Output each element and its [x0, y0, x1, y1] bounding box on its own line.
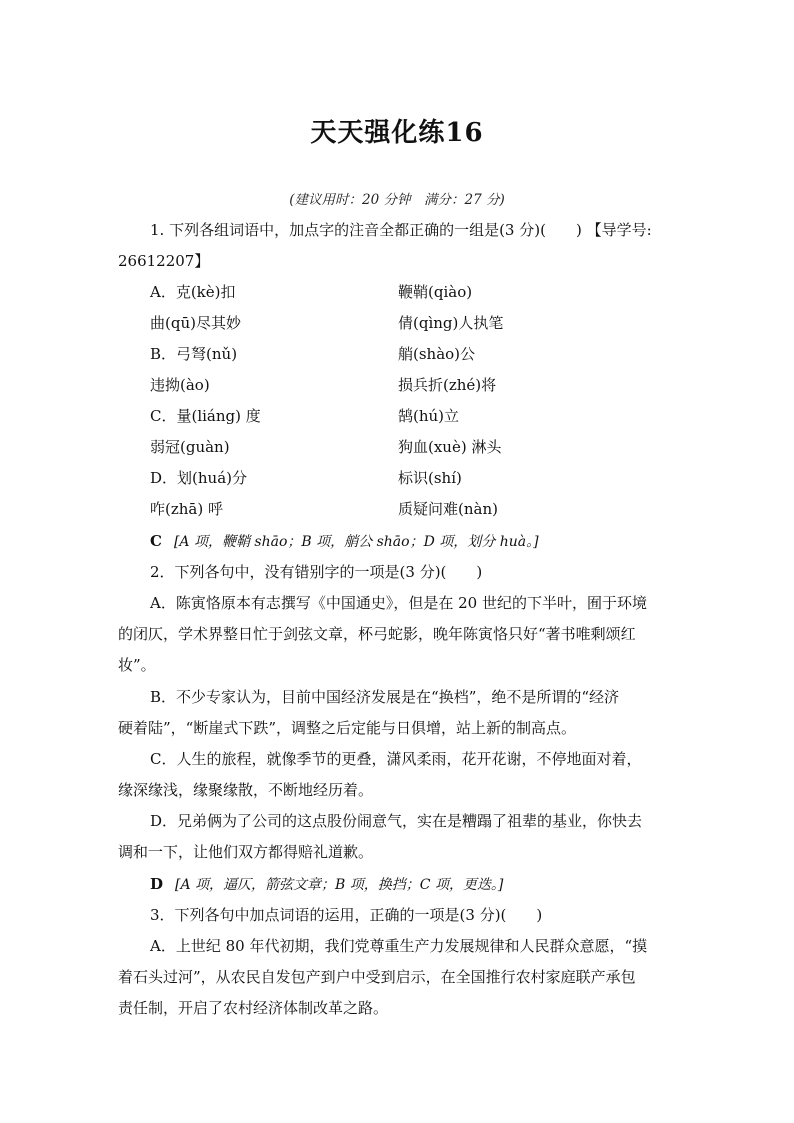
time-score-note: (建议用时：20 分钟 满分：27 分) — [289, 192, 505, 208]
q3-option-a-line1: A．上世纪 80 年代初期，我们党尊重生产力发展规律和人民群众意愿，“摸 — [150, 937, 648, 955]
q1-answer — [150, 531, 676, 552]
q2-option-b-line1: B．不少专家认为，目前中国经济发展是在“换档”，绝不是所谓的“经济 — [150, 688, 620, 706]
q1-option-b-right: 艄(shào)公 — [398, 345, 476, 363]
q3-stem: 3．下列各句中加点词语的运用，正确的一项是(3 分)( ) — [150, 906, 543, 924]
q1-option-b-right2: 损兵折(zhé)将 — [398, 376, 497, 394]
q1-option-d-right2: 质疑问难(nàn) — [398, 500, 498, 518]
q2-option-a-line3: 妆”。 — [118, 656, 156, 674]
q2-option-c-line1: C．人生的旅程，就像季节的更叠，潇风柔雨，花开花谢，不停地面对着， — [150, 750, 642, 768]
q2-option-a-line2: 的闭仄，学术界整日忙于剑弦文章，杯弓蛇影，晚年陈寅恪只好“著书唯剩颂红 — [118, 625, 636, 643]
q1-option-a-right2: 倩(qìng)人执笔 — [398, 314, 504, 332]
q1-option-c-right: 鹄(hú)立 — [398, 407, 460, 425]
q1-option-a-left2: 曲(qū)尽其妙 — [150, 314, 241, 332]
page-title: 天天强化练16 — [310, 118, 484, 148]
q2-answer — [150, 874, 676, 895]
q1-option-d-right: 标识(shí) — [398, 469, 462, 487]
q2-answer-explanation: [A 项，逼仄，箭弦文章；B 项，换挡；C 项，更迭。] — [175, 877, 504, 893]
q1-option-c-left: C．量(liáng) 度 — [150, 407, 261, 425]
q2-option-a-line1: A．陈寅恪原本有志撰写《中国通史》，但是在 20 世纪的下半叶，囿于环境 — [150, 594, 647, 612]
q1-option-d-left: D．划(huá)分 — [150, 469, 247, 487]
q2-stem: 2．下列各句中，没有错别字的一项是(3 分)( ) — [150, 563, 483, 581]
q2-option-c-line2: 缘深缘浅，缘聚缘散，不断地经历着。 — [118, 781, 374, 799]
q1-option-d-left2: 咋(zhā) 呼 — [150, 500, 223, 518]
q1-option-a-left: A．克(kè)扣 — [150, 283, 236, 301]
q1-answer-letter: C — [150, 532, 162, 550]
q2-option-b-line2: 硬着陆”，“断崖式下跌”，调整之后定能与日俱增，站上新的制高点。 — [118, 719, 577, 737]
q1-answer-explanation: [A 项，鞭鞘 shāo；B 项，艄公 shāo；D 项，划分 huà。] — [173, 534, 539, 550]
q1-option-a-right: 鞭鞘(qiào) — [398, 283, 473, 301]
q3-option-a-line3: 责任制，开启了农村经济体制改革之路。 — [118, 999, 389, 1017]
q1-stem-line1: 1. 下列各组词语中，加点字的注音全都正确的一组是(3 分)( ) 【导学号: — [150, 221, 652, 239]
q1-stem-line2: 26612207】 — [118, 252, 210, 270]
q2-option-d-line2: 调和一下，让他们双方都得赔礼道歉。 — [118, 843, 374, 861]
q1-option-c-right2: 狗血(xuè) 淋头 — [398, 438, 502, 456]
q1-option-b-left: B．弓弩(nǔ) — [150, 345, 238, 363]
q2-answer-letter: D — [150, 875, 164, 893]
q1-option-c-left2: 弱冠(guàn) — [150, 438, 230, 456]
q1-option-b-left2: 违拗(ào) — [150, 376, 210, 394]
q2-option-d-line1: D．兄弟俩为了公司的这点股份闹意气，实在是糟蹋了祖辈的基业，你快去 — [150, 812, 643, 830]
q3-option-a-line2: 着石头过河”，从农民自发包产到户中受到启示，在全国推行农村家庭联产承包 — [118, 968, 636, 986]
